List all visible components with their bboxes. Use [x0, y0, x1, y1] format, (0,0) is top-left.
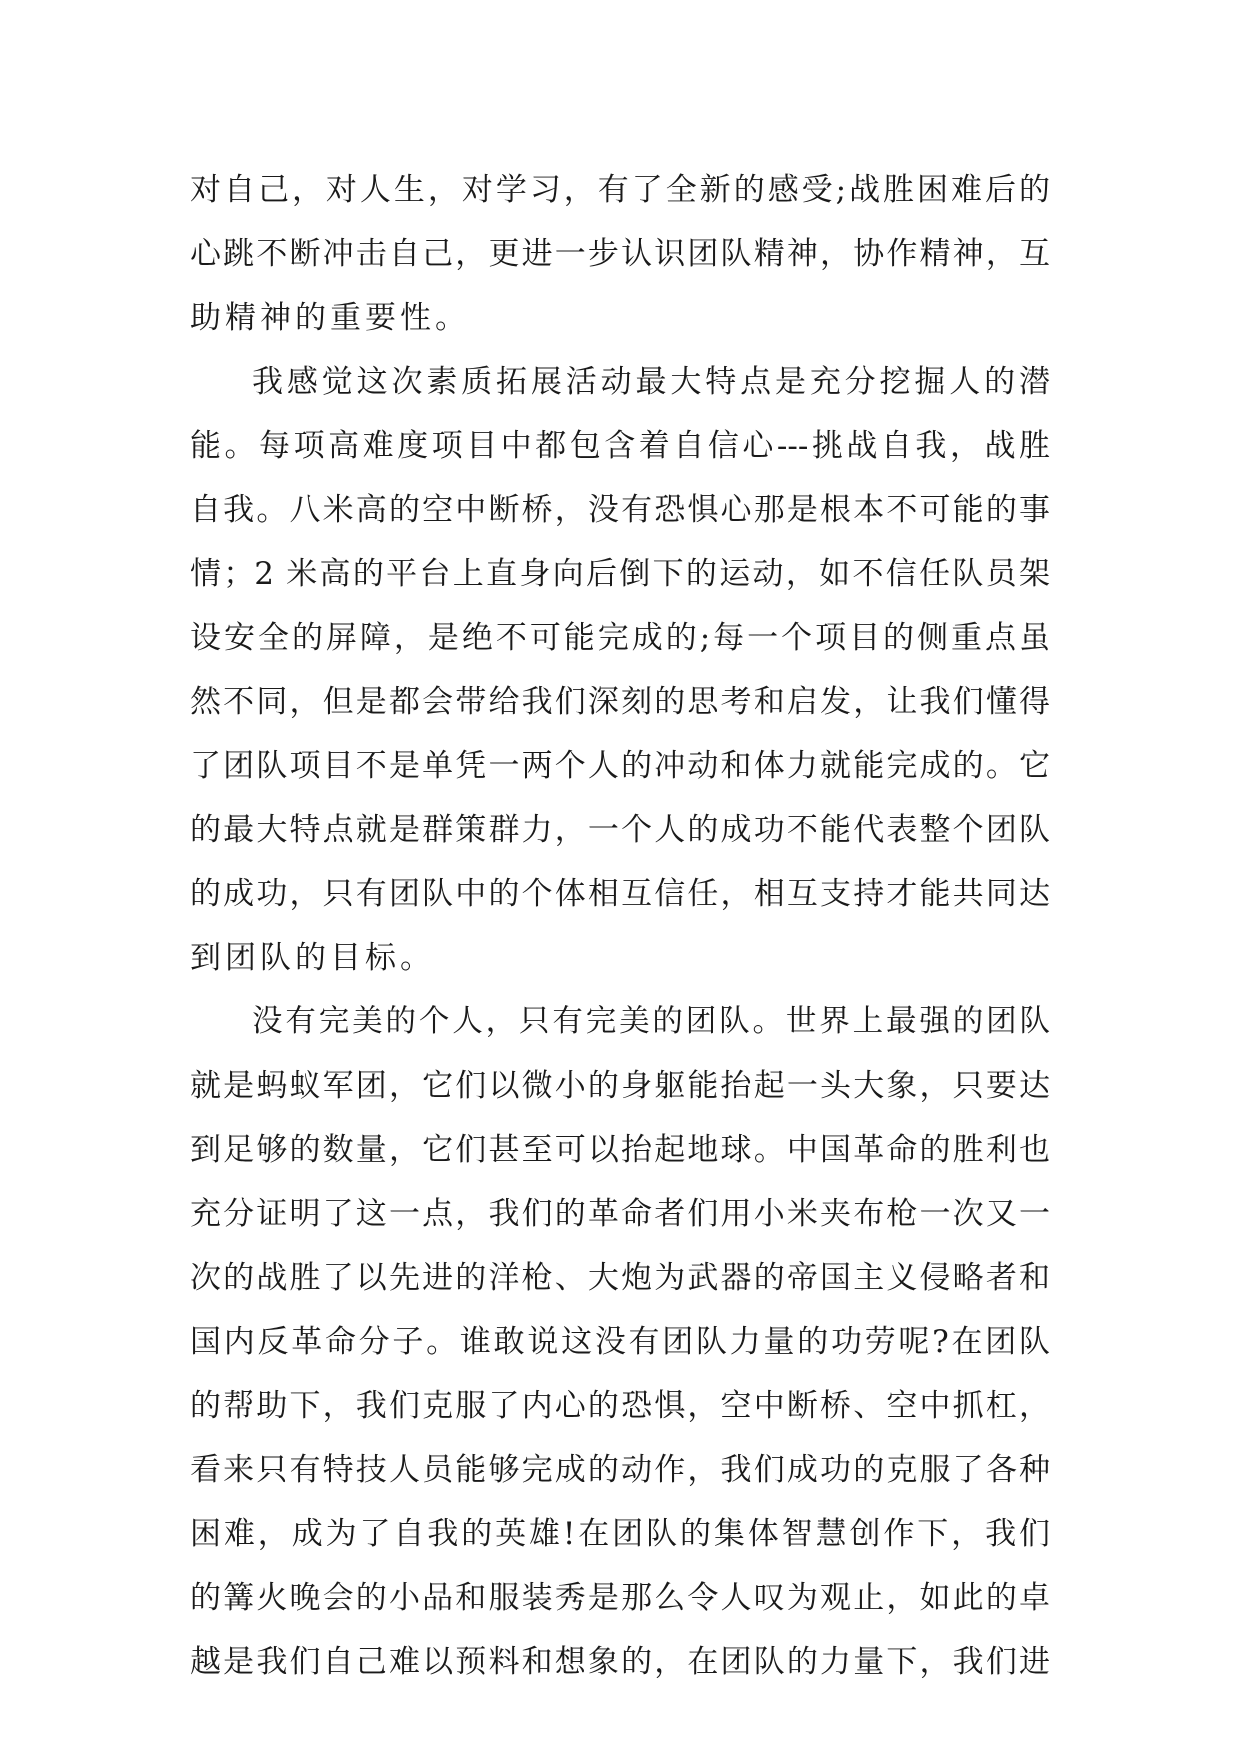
text-line: 的篝火晚会的小品和服装秀是那么令人叹为观止，如此的卓	[190, 1580, 1050, 1616]
text-line: 就是蚂蚁军团，它们以微小的身躯能抬起一头大象，只要达	[190, 1068, 1050, 1104]
text-line: 的成功，只有团队中的个体相互信任，相互支持才能共同达	[190, 876, 1050, 912]
text-line: 心跳不断冲击自己，更进一步认识团队精神，协作精神，互	[190, 236, 1050, 272]
text-line: 情；2 米高的平台上直身向后倒下的运动，如不信任队员架	[190, 556, 1050, 592]
text-line: 的帮助下，我们克服了内心的恐惧，空中断桥、空中抓杠，	[190, 1388, 1050, 1424]
text-line: 能。每项高难度项目中都包含着自信心---挑战自我，战胜	[190, 428, 1050, 464]
text-line: 的最大特点就是群策群力，一个人的成功不能代表整个团队	[190, 812, 1050, 848]
text-line: 看来只有特技人员能够完成的动作，我们成功的克服了各种	[190, 1452, 1050, 1488]
text-line: 助精神的重要性。	[190, 300, 470, 336]
text-line: 次的战胜了以先进的洋枪、大炮为武器的帝国主义侵略者和	[190, 1260, 1050, 1296]
text-line: 然不同，但是都会带给我们深刻的思考和启发，让我们懂得	[190, 684, 1050, 720]
text-line: 到团队的目标。	[190, 940, 435, 976]
text-line: 越是我们自己难以预料和想象的，在团队的力量下，我们进	[190, 1644, 1050, 1680]
body-text	[190, 158, 1050, 1694]
text-line: 国内反革命分子。谁敢说这没有团队力量的功劳呢?在团队	[190, 1324, 1050, 1360]
text-line: 设安全的屏障，是绝不可能完成的;每一个项目的侧重点虽	[190, 620, 1050, 656]
paragraph-first-line: 没有完美的个人，只有完美的团队。世界上最强的团队	[252, 1004, 1050, 1039]
text-line: 困难，成为了自我的英雄!在团队的集体智慧创作下，我们	[190, 1516, 1050, 1552]
text-line: 充分证明了这一点，我们的革命者们用小米夹布枪一次又一	[190, 1196, 1050, 1232]
paragraph-first-line: 我感觉这次素质拓展活动最大特点是充分挖掘人的潜	[252, 364, 1050, 400]
text-line: 到足够的数量，它们甚至可以抬起地球。中国革命的胜利也	[190, 1132, 1050, 1168]
text-line: 对自己，对人生，对学习，有了全新的感受;战胜困难后的	[190, 172, 1050, 208]
text-line: 了团队项目不是单凭一两个人的冲动和体力就能完成的。它	[190, 748, 1050, 784]
text-line: 自我。八米高的空中断桥，没有恐惧心那是根本不可能的事	[190, 492, 1050, 528]
